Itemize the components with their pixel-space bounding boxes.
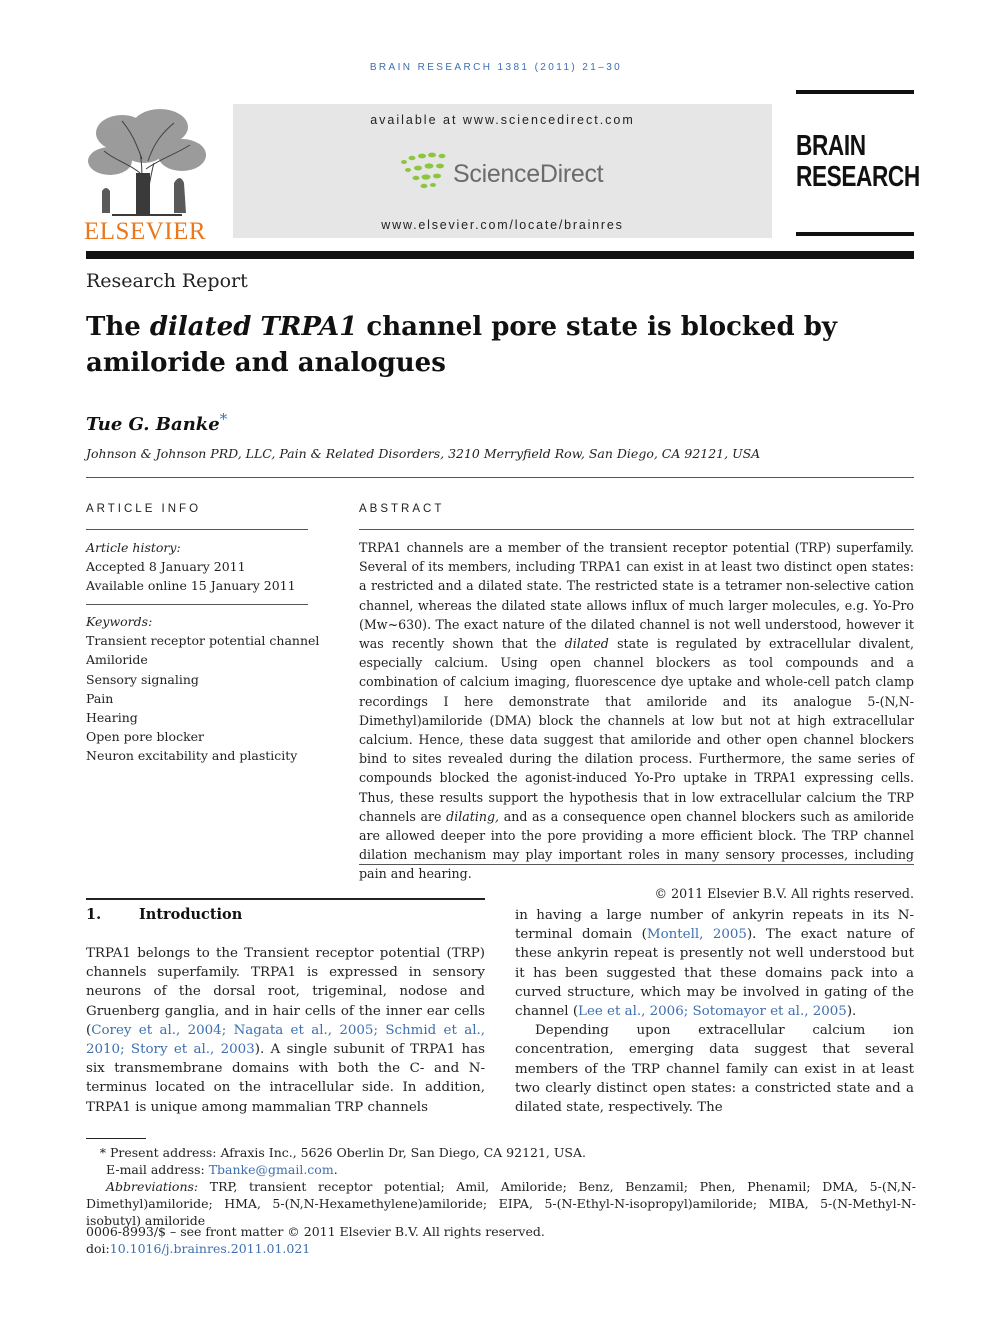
- intro-paragraph: in having a large number of ankyrin repeats in its N-terminal domain (Montell, 2005). The exact nature of these ankyrin repeat is presently not well understood but it has been suggested that these domains pack into a curved structure, which may be involved in gating of the channel (Lee et al., 2006; Sotomayor et al., 2005).: [515, 908, 914, 1020]
- abstract-body: [359, 538, 914, 903]
- keyword: Sensory signaling: [86, 671, 199, 687]
- available-at-text: available at www.sciencedirect.com: [370, 113, 635, 127]
- keyword: Neuron excitability and plasticity: [86, 748, 298, 764]
- journal-name-line2: RESEARCH: [796, 161, 920, 193]
- issn-line: 0006-8993/$ – see front matter © 2011 Elsevier B.V. All rights reserved.: [86, 1224, 545, 1239]
- author-name: Tue G. Banke*: [86, 410, 228, 435]
- history-rule: [86, 604, 308, 605]
- abstract-bottom-rule: [359, 864, 914, 865]
- intro-right-column: [515, 906, 914, 1117]
- email-link[interactable]: Tbanke@gmail.com: [208, 1162, 334, 1177]
- doi-line: doi:10.1016/j.brainres.2011.01.021: [86, 1241, 311, 1256]
- sciencedirect-dots-icon: [398, 152, 452, 192]
- intro-paragraph: Depending upon extracellular calcium ion concentration, emerging data suggest that several members of the TRP channel family can exist in at least two clearly distinct open states: a constricted state and a dilated state, respectively. The: [515, 1023, 914, 1116]
- keyword: Pain: [86, 690, 114, 706]
- intro-paragraph: TRPA1 belongs to the Transient receptor potential (TRP) channels superfamily. TRPA1 is expressed in sensory neurons of the dorsal root, trigeminal, nodose and Gruenberg ganglia, and in hair cells of the inner ear cells (Corey et al., 2004; Nagata et al., 2005; Schmid et al., 2010; Story et al., 2003). A single subunit of TRPA1 has six transmembrane domains with both the C- and N-terminus located on the intracellular side. In addition, TRPA1 is unique among mammalian TRP channels: [86, 946, 485, 1115]
- footnote-abbreviations: Abbreviations: TRP, transient receptor potential; Amil, Amiloride; Benz, Benzamil; Phen, Phenamil; DMA, 5-(N,N-Dimethyl)amiloride; HMA, 5-(N,N-Hexamethylene)amiloride; EIPA, 5-(N-Ethyl-N-isopropyl)amiloride; MIBA, 5-(N-Methyl-N-isobutyl) amiloride: [86, 1179, 916, 1228]
- masthead-rule-bottom: [796, 232, 914, 236]
- locate-url: www.elsevier.com/locate/brainres: [381, 218, 624, 232]
- keywords-block: [86, 612, 319, 766]
- article-history: [86, 538, 296, 596]
- footnote-email: E-mail address: Tbanke@gmail.com.: [106, 1162, 338, 1177]
- accepted-date: Accepted 8 January 2011: [86, 559, 246, 575]
- page-footer: [86, 1223, 545, 1257]
- elsevier-wordmark: ELSEVIER: [84, 218, 207, 245]
- footnote-present-address: * Present address: Afraxis Inc., 5626 Oberlin Dr, San Diego, CA 92121, USA.: [99, 1145, 586, 1160]
- abstract-copyright: © 2011 Elsevier B.V. All rights reserved.: [654, 885, 914, 901]
- title-divider: [86, 477, 914, 478]
- doi-link[interactable]: 10.1016/j.brainres.2011.01.021: [109, 1241, 311, 1256]
- keywords-label: Keywords:: [86, 614, 153, 629]
- footnote-rule: [86, 1138, 146, 1139]
- keyword: Hearing: [86, 710, 138, 726]
- keyword: Amiloride: [86, 652, 148, 668]
- abstract-heading: ABSTRACT: [359, 503, 445, 515]
- intro-left-column: [86, 944, 485, 1117]
- citation-link[interactable]: Lee et al., 2006; Sotomayor et al., 2005: [578, 1004, 847, 1020]
- citation-link[interactable]: Montell, 2005: [646, 927, 747, 943]
- article-info-heading: ARTICLE INFO: [86, 503, 202, 515]
- masthead-rule-top: [796, 90, 914, 94]
- journal-name-line1: BRAIN: [796, 130, 866, 162]
- history-label: Article history:: [86, 540, 181, 555]
- author-footnote-mark[interactable]: *: [219, 410, 228, 428]
- article-title: The dilated TRPA1 channel pore state is blocked by amiloride and analogues: [86, 312, 838, 378]
- footnotes: [86, 1144, 916, 1229]
- journal-citation-line: BRAIN RESEARCH 1381 (2011) 21–30: [369, 62, 623, 73]
- sciencedirect-wordmark: ScienceDirect: [453, 160, 604, 188]
- abstract-rule: [359, 529, 914, 530]
- online-date: Available online 15 January 2011: [86, 578, 296, 594]
- header-divider: [86, 251, 914, 259]
- keyword: Open pore blocker: [86, 729, 205, 745]
- keyword: Transient receptor potential channel: [86, 633, 320, 649]
- citation-link[interactable]: Corey et al., 2004; Nagata et al., 2005; Schmid et al., 2010; Story et al., 2003: [86, 1022, 485, 1058]
- abstract-text: TRPA1 channels are a member of the transient receptor potential (TRP) superfamily. Several of its members, including TRPA1 can exist in at least two distinct open states: a restricted and a dilated state. The restricted state is a tetramer non-selective cation channel, whereas the dilated state allows influx of much larger molecules, e.g. Yo-Pro (Mw~630). The exact nature of the dilated channel is not well understood, however it was recently shown that the dilated state is regulated by extracellular divalent, especially calcium. Using open channel blockers as tool compounds and a combination of calcium imaging, fluorescence dye uptake and whole-cell patch clamp recordings I here demonstrate that amiloride and its analogue 5-(N,N-Dimethyl)amiloride (DMA) block the channels at low but not at high extracellular calcium. Hence, these data suggest that amiloride and other open channel blockers bind to sites revealed during the dilation process. Furthermore, the same series of compounds blocked the agonist-induced Yo-Pro uptake in TRPA1 expressing cells. Thus, these results support the hypothesis that in low extracellular calcium the TRP channels are dilating, and as a consequence open channel blockers such as amiloride are allowed deeper into the pore providing a more efficient block. The TRP channel dilation mechanism may play important roles in many sensory processes, including pain and hearing.: [359, 540, 914, 882]
- article-type: Research Report: [86, 270, 248, 292]
- author-affiliation: Johnson & Johnson PRD, LLC, Pain & Related Disorders, 3210 Merryfield Row, San Diego, CA 92121, USA: [86, 446, 761, 461]
- intro-rule: [86, 898, 485, 900]
- sciencedirect-banner: [233, 104, 772, 238]
- article-info-rule: [86, 529, 308, 530]
- section-heading-introduction: 1. Introduction: [86, 906, 243, 923]
